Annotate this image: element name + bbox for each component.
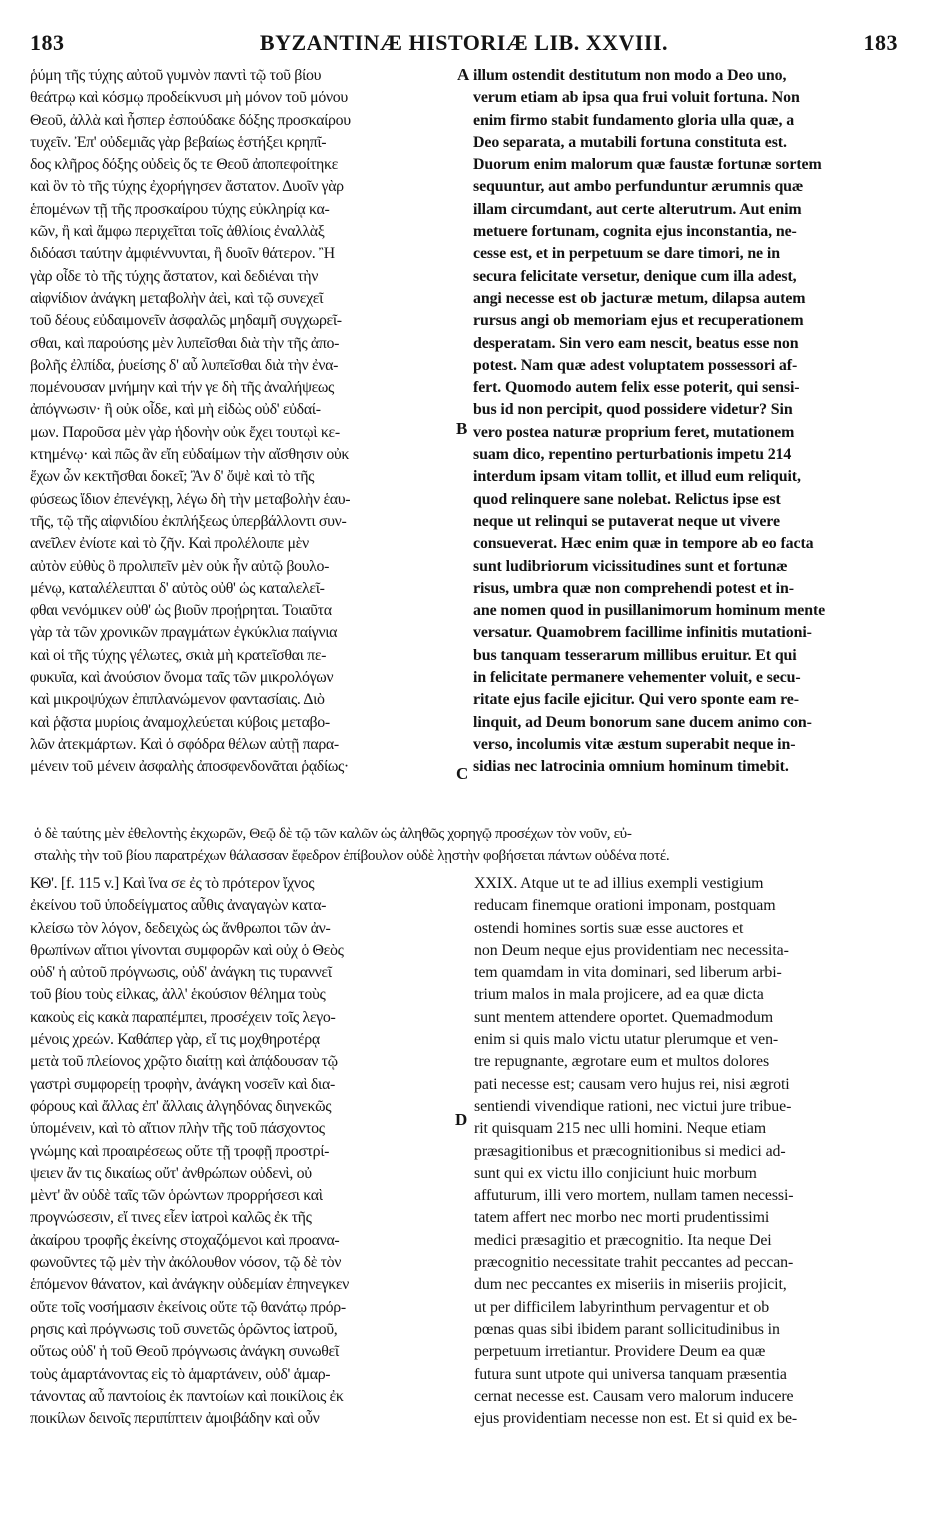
text-line: Θεοῦ, ἀλλὰ καὶ ἧσπερ ἐσπούδακε δόξης προσκαίρου xyxy=(30,111,351,129)
text-line: σθαι, καὶ παρούσης μὲν λυπεῖσθαι διὰ τὴν τῆς ἀπο- xyxy=(30,334,340,352)
text-line: ΚΘ'. [f. 115 v.] Καὶ ἵνα σε ἐς τὸ πρότερον ἴχνος xyxy=(30,875,315,892)
text-line: τάνοντας αὖ παντοίοις ἐκ παντοίων καὶ ποικίλοις ἐκ xyxy=(30,1387,344,1405)
text-line: perpetuum irretiantur. Providere Deum ea quæ xyxy=(474,1343,766,1361)
text-line: τοῦ δέους εὐδαιμονεῖν ἀσφαλῶς μηδαμῆ συγχωρεῖ- xyxy=(30,312,342,330)
text-line: reducam finemque orationi imponam, postquam xyxy=(474,897,776,915)
text-line: fert. Quomodo autem felix esse poterit, qui sensi- xyxy=(473,379,800,397)
text-line: ostendi homines sortis suæ esse auctores et xyxy=(474,919,744,937)
text-line: angi necesse est ob jacturæ metum, dilapsa autem xyxy=(473,289,806,307)
text-line: τῆς, τῷ τῆς αἰφνιδίου ἐκπλήξεως ὑπερβάλλοντι συν- xyxy=(30,512,347,530)
text-line: illum ostendit destitutum non modo a Deo uno, xyxy=(473,67,787,84)
text-line: ὑπομένειν, καὶ τὸ αἴτιον πλὴν τῆς τοῦ πάσχοντος xyxy=(30,1120,325,1138)
text-line: ανεῖλεν ἐνίοτε καὶ τὸ ζῆν. Καὶ προλέλοιπε μὲν xyxy=(30,535,309,553)
text-line: pœnas quas sibi ibidem parant sollicitudinibus in xyxy=(474,1320,780,1338)
text-line: neque ut relinqui se putaverat neque ut vivere xyxy=(473,512,780,530)
text-line: enim firmo stabit fundamento gloria ulla quæ, a xyxy=(473,111,795,129)
text-line: γαστρὶ συμφορείῃ τροφὴν, ἀνάγκη νοσεῖν καὶ δια- xyxy=(30,1075,335,1093)
text-line: cesse est, et in perpetuum se dare timori, ne in xyxy=(473,245,780,263)
text-line: trium malos in mala projicere, ad ea quæ dicta xyxy=(474,986,764,1004)
text-line: ἀκαίρου τροφῆς ἐκείνης στοχαζόμενοι καὶ προανα- xyxy=(30,1231,340,1249)
latin-column-top xyxy=(473,65,885,779)
text-line: φόρους καὶ ἄλλας ἐπ' ἄλλαις ἀλγηδόνας διηνεκῶς xyxy=(30,1097,332,1115)
text-line: risus, umbra quæ non comprehendi potest et in- xyxy=(473,579,794,597)
text-line: tre repugnante, ægrotare eum et multos dolores xyxy=(474,1053,770,1071)
text-line: sequuntur, aut ambo perfunduntur ærumnis quæ xyxy=(473,178,804,196)
text-line: μένῳ, καταλέλειπται δ' αὐτὸς οὐθ' ὡς καταλελεῖ- xyxy=(30,579,325,597)
text-line: sunt ludibriorum vicissitudines sunt et fortunæ xyxy=(473,557,788,575)
text-line: Deo separata, a mutabili fortuna constituta est. xyxy=(473,133,787,151)
text-line: κτημένῳ· καὶ πῶς ἂν εἴη εὐδαίμων τὴν αἴσθησιν οὐκ xyxy=(30,446,350,464)
text-line: γὰρ τὰ τῶν χρονικῶν πραγμάτων ἐγκύκλια παίγνια xyxy=(30,624,338,642)
margin-marker-b: B xyxy=(456,419,468,438)
text-line: θεάτρῳ καὶ κόσμῳ προδείκνυσι μὴ μόνον τοῦ μόνου xyxy=(30,89,348,107)
text-line: ἔχων ὧν κεκτῆσθαι δοκεῖ; Ἂν δ' ὄψὲ καὶ τὸ τῆς xyxy=(30,468,315,486)
text-line: οὔτε τοῖς νοσήμασιν ἐκείνοις οὔτε τῷ θανάτῳ πρόρ- xyxy=(30,1298,346,1316)
text-line: μων. Παροῦσα μὲν γὰρ ἡδονὴν οὐκ ἔχει τουτῳὶ κε- xyxy=(30,423,340,441)
text-line: cernat necesse est. Causam vero malorum inducere xyxy=(474,1387,794,1405)
text-line: λῶν ἀτεκμάρτων. Καὶ ὁ σφόδρα θέλων αὐτῇ παρα- xyxy=(30,735,339,753)
text-line: φυκυῖα, καὶ ἀνούσιον ὄνομα ταῖς τῶν μικρολόγων xyxy=(30,669,334,687)
text-line: βολῆς ἐλπίδα, ῥυείσης δ' αὖ λυπεῖσθαι διὰ τὴν ἐνα- xyxy=(30,356,339,374)
text-line: οὐδ' ἡ αὐτοῦ πρόγνωσις, οὐδ' ἀνάγκη τις τυραννεῖ xyxy=(30,964,332,982)
text-line: bus tanquam tesserarum millibus eruitur. Et qui xyxy=(473,646,797,664)
text-line: ῥύμη τῆς τύχης αὐτοῦ γυμνὸν παντὶ τῷ τοῦ βίου xyxy=(30,67,322,84)
text-line: bus id non percipit, quod possidere videtur? Sin xyxy=(473,401,793,419)
greek-column-bottom xyxy=(30,873,460,1430)
text-line: vero postea naturæ proprium feret, mutationem xyxy=(473,423,795,441)
text-line: ejus providentiam necesse non est. Et si quid ex be- xyxy=(474,1410,798,1428)
text-line: καὶ οἱ τῆς τύχης γέλωτες, σκιὰ μὴ κρατεῖσθαι πε- xyxy=(30,646,327,664)
running-title: BYZANTINÆ HISTORIÆ LIB. XXVIII. xyxy=(259,30,669,55)
text-line: γὰρ οἶδε τὸ τῆς τύχης ἄστατον, καὶ δεδιέναι τὴν xyxy=(30,267,319,285)
text-line: enim si quis malo victu utatur plerumque et ven- xyxy=(474,1031,779,1049)
text-line: τυχεῖν. Ἐπ' οὐδεμιᾶς γὰρ βεβαίως ἑστήξει κρηπῖ- xyxy=(30,133,327,151)
text-line: κλείσω τὸν λόγον, δεδειχὼς ὡς ἄνθρωποι τῶν ἀν- xyxy=(30,919,331,937)
text-line: linquit, ad Deum bonorum sane ducem animo con- xyxy=(473,713,812,731)
text-line: καὶ ὃν τὸ τῆς τύχης ἐχορήγησεν ἄστατον. Δυοῖν γὰρ xyxy=(30,178,344,196)
text-line: interdum ipsam vitam tollit, et illud eum reliquit, xyxy=(473,468,801,486)
text-line: αἰφνίδιον ἀνάγκη μεταβολὴν ἀεὶ, καὶ τῷ συνεχεῖ xyxy=(30,289,324,307)
text-line: μένοις χρεών. Καθάπερ γὰρ, εἴ τις μοχθηροτέρᾳ xyxy=(30,1031,320,1049)
right-page-number: 183 xyxy=(863,30,898,55)
text-line: in felicitate permanere vehementer voluit, e secu- xyxy=(473,669,801,687)
text-line: μένειν τοῦ μένειν ἀσφαλὴς ἀποσφενδονᾶται ῥᾳδίως· xyxy=(30,758,349,776)
text-line: non Deum neque ejus providentiam nec necessita- xyxy=(474,941,789,959)
text-line: pati necesse est; causam vero hujus rei, nisi ægroti xyxy=(474,1075,790,1093)
text-line: μὲντ' ἂν οὐδὲ ταῖς τῶν ὁρώντων προρρήσεσι καὶ xyxy=(30,1187,323,1205)
text-line: προγνώσεσιν, εἴ τινες εἶεν ἰατροὶ καλῶς ἐκ τῆς xyxy=(30,1209,312,1227)
latin-column-bottom xyxy=(474,873,885,1430)
text-line: sidias nec latrocinia omnium hominum timebit. xyxy=(473,758,789,776)
text-line: affuturum, illi vero mortem, nullam tamen necessi- xyxy=(474,1187,794,1205)
left-page-number: 183 xyxy=(30,30,65,55)
text-line: dum nec peccantes ex miseriis in miseriis projicit, xyxy=(474,1276,787,1294)
text-line: medici præsagitio et præcognitio. Ita neque Dei xyxy=(474,1231,772,1249)
greek-fullwidth-line-1: ὁ δὲ ταύτης μὲν ἐθελοντὴς ἐκχωρῶν, Θεῷ δὲ τῷ τῶν καλῶν ὡς ἀληθῶς χορηγῷ προσέχων τὸν νοῦν, εὐ- xyxy=(34,825,632,842)
text-line: οὕτως οὐδ' ἡ τοῦ Θεοῦ πρόγνωσις ἀνάγκη συνωθεῖ xyxy=(30,1343,339,1361)
text-line: verso, incolumis vitæ æstum superabit neque in- xyxy=(473,735,796,753)
text-line: sunt qui ex victu illo conjiciunt huic morbum xyxy=(474,1164,757,1182)
text-line: καὶ μικροψύχων ἐπιπλανώμενον φαντασίαις. Διὸ xyxy=(30,691,325,709)
text-line: θρωπίνων αἴτιοι γίνονται συμφορῶν καὶ οὐχ ὁ Θεὸς xyxy=(30,941,344,959)
text-line: κῶν, ἢ καὶ ἄμφω περιχεῖται τοῖς ἀθλίοις ἐναλλὰξ xyxy=(30,223,325,241)
text-line: ἐκείνου τοῦ ὑποδείγματος αὖθις ἀναγαγὼν κατα- xyxy=(30,897,327,915)
text-line: illam circumdant, aut certe alterutrum. Aut enim xyxy=(473,200,802,218)
text-line: sentiendi vivendique rationi, nec victui jure tribue- xyxy=(474,1097,792,1115)
text-line: desperatam. Sin vero eam nescit, beatus esse non xyxy=(473,334,799,352)
text-line: δος κλῆρος δόξης οὐδεὶς ὅς τε Θεοῦ ἀποπεφοίτηκε xyxy=(30,156,338,174)
text-line: rit quisquam 215 nec ulli homini. Neque etiam xyxy=(474,1120,767,1138)
text-line: secura felicitate versetur, denique cum illa adest, xyxy=(473,267,797,285)
text-line: κακοὺς εἰς κακὰ παραπέμπει, προσέχειν τοῖς λεγο- xyxy=(30,1008,336,1026)
text-line: præsagitionibus et præcognitionibus si medici ad- xyxy=(474,1142,786,1160)
text-line: ρησις καὶ πρόγνωσις τοῦ συνετῶς ὁρῶντος ἰατροῦ, xyxy=(30,1320,338,1338)
text-line: Duorum enim malorum quæ faustæ fortunæ sortem xyxy=(473,156,822,174)
text-line: XXIX. Atque ut te ad illius exempli vestigium xyxy=(474,875,764,892)
text-line: tatem affert nec morbo nec morti prudentissimi xyxy=(474,1209,770,1227)
text-line: consueverat. Hæc enim quæ in tempore ab eo facta xyxy=(473,535,814,553)
text-line: versatur. Quamobrem facillime infinitis mutationi- xyxy=(473,624,812,642)
text-line: potest. Nam quæ adest voluptatem possessori af- xyxy=(473,356,798,374)
text-line: sunt mentem attendere oportet. Quemadmodum xyxy=(474,1008,773,1026)
text-line: φθαι νενόμικεν οὐθ' ὡς βιοῦν προῄρηται. Τοιαῦτα xyxy=(30,602,332,620)
text-line: μετὰ τοῦ πλείονος χρῷτο διαίτῃ καὶ ἀπᾴδουσαν τῷ xyxy=(30,1053,338,1071)
greek-column-top xyxy=(30,65,456,779)
margin-marker-c: C xyxy=(456,764,469,783)
margin-marker-a: A xyxy=(457,65,470,84)
text-line: γνώμης καὶ προαιρέσεως οὔτε τῇ τροφῇ προστρί- xyxy=(30,1142,330,1160)
text-line: διδόασι ταύτην ἀμφιέννυνται, ἢ δυοῖν θάτερον. Ἢ xyxy=(30,245,335,263)
text-line: τοῦ βίου τοὺς εἱλκας, ἀλλ' ἑκούσιον θέλημα τοὺς xyxy=(30,986,326,1004)
text-line: ἑπόμενον θάνατον, καὶ ἀνάγκην οὐδεμίαν ἐπηνεγκεν xyxy=(30,1276,350,1294)
text-line: futura sunt utpote qui universa tanquam præsentia xyxy=(474,1365,787,1383)
text-line: ut per difficilem labyrinthum pervagentur et ob xyxy=(474,1298,770,1316)
text-line: verum etiam ab ipsa qua frui voluit fortuna. Non xyxy=(473,89,800,107)
text-line: ποικίλων δεινοῖς περιπίπτειν ἀμοιβάδην καὶ οὖν xyxy=(30,1410,320,1428)
text-line: tem quamdam in vita dominari, sed liberum arbi- xyxy=(474,964,782,982)
text-line: suam dico, repentino perturbationis impetu 214 xyxy=(473,446,792,464)
text-line: ritate ejus facile ejicitur. Qui vero sponte eam re- xyxy=(473,691,799,709)
text-line: ἑπομένων τῇ τῆς προσκαίρου τύχης εὐκληρίᾳ κα- xyxy=(30,200,330,218)
text-line: præcognitio necessitate trahit peccantes ad peccan- xyxy=(474,1254,794,1272)
text-line: rursus angi ob memoriam ejus et recuperationem xyxy=(473,312,804,330)
text-line: metuere fortunam, cognita ejus inconstantia, ne- xyxy=(473,223,797,241)
page-header xyxy=(30,30,898,64)
text-line: ψειεν ἄν τις δικαίως οὔτ' ἀνθρώπων οὐδενὶ, οὐ xyxy=(30,1164,312,1182)
text-line: ane nomen quod in pusillanimorum hominum mente xyxy=(473,602,826,620)
text-line: αὐτὸν εὐθὺς ὃ προλιπεῖν μὲν οὐκ ἦν αὐτῷ βουλο- xyxy=(30,557,330,575)
text-line: καὶ ῥᾷστα μυρίοις ἀναμοχλεύεται κύβοις μεταβο- xyxy=(30,713,330,731)
text-line: ἀπόγνωσιν· ἢ οὐκ οἶδε, καὶ μὴ εἰδὼς οὐδ' εὐδαί- xyxy=(30,401,321,419)
text-line: πομένουσαν μνήμην καὶ τήν γε δὴ τῆς ἀναλήψεως xyxy=(30,379,334,397)
text-line: τοὺς ἁμαρτάνοντας εἰς τὸ ἁμαρτάνειν, οὐδ' ἁμαρ- xyxy=(30,1365,331,1383)
text-line: quod relinquere sane nolebat. Relictus ipse est xyxy=(473,490,781,508)
text-line: φωνοῦντες τῷ μὲν τὴν ἀκόλουθον νόσον, τῷ δὲ τὸν xyxy=(30,1254,342,1272)
text-line: φύσεως ἴδιον ἐπενέγκῃ, λέγω δὴ τὴν μεταβολὴν ἑαυ- xyxy=(30,490,351,508)
greek-fullwidth-line-2: σταλὴς τὴν τοῦ βίου παρατρέχων θάλασσαν ἔφεδρον ἐπίβουλον οὐδὲ λῃστὴν φοβήσεται πάντων οὐδένα ποτέ. xyxy=(34,847,670,864)
margin-marker-d: D xyxy=(455,1110,468,1129)
